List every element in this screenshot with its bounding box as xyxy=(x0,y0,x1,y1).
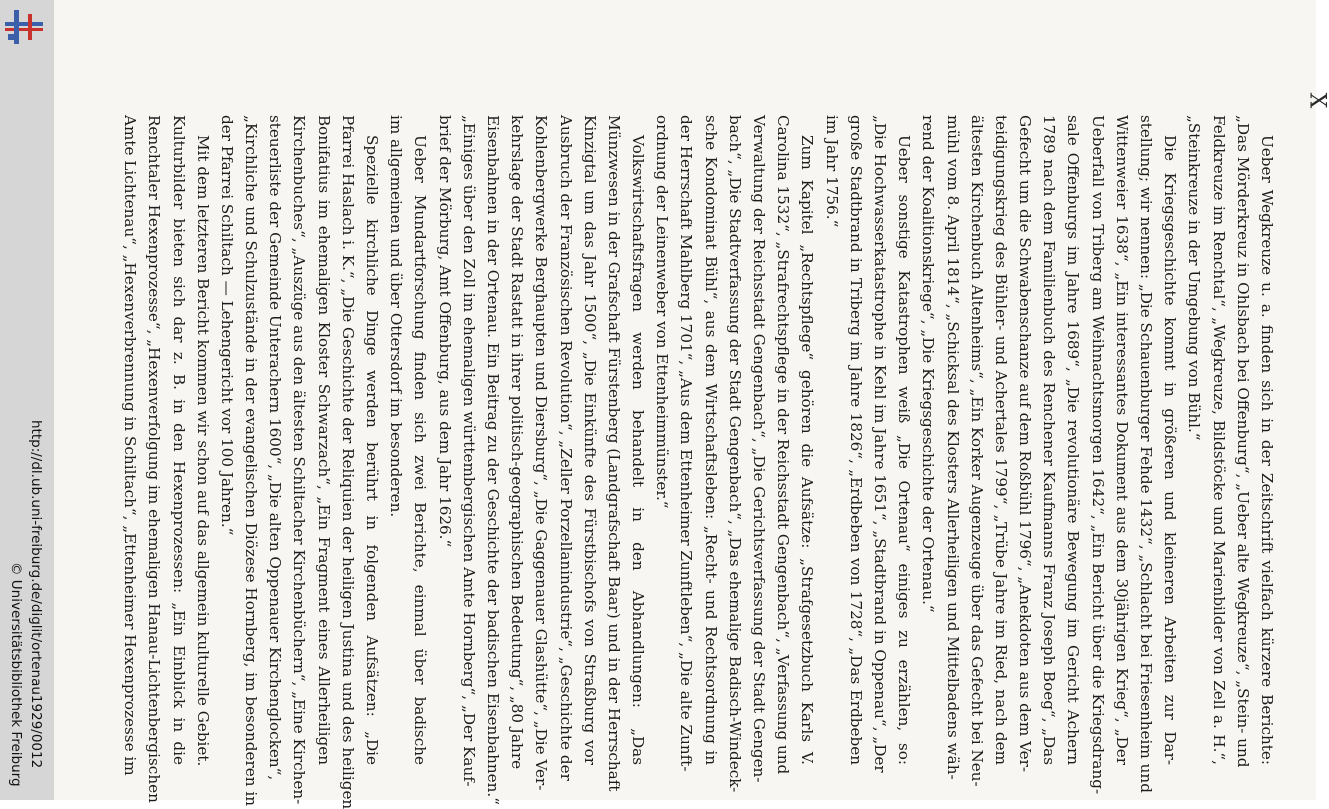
text-line: Ueber Mundartforschung finden sich zwei Berichte, einmal über badische xyxy=(411,135,430,765)
text-line: Renchtaler Hexenprozesse“, „Hexenverfolgung im ehemaligen Hanau-Lichtenbergischen xyxy=(145,115,164,803)
text-line: Mit dem letzteren Bericht kommen wir schon auf das allgemein kulturelle Gebiet. xyxy=(193,135,212,767)
text-line: stellung; wir nennen: „Die Schauenburger Fehde 1432“, „Schlacht bei Friesenheim und xyxy=(1137,115,1156,793)
text-line: Carolina 1532“, „Strafrechtspflege in der Reichsstadt Gengenbach“, „Verfassung und xyxy=(774,115,793,775)
text-line: sale Offenburgs im Jahre 1689“, „Die revolutionäre Bewegung im Gericht Achern xyxy=(1064,115,1083,765)
text-line: 1789 nach dem Familienbuch des Renchener Kaufmanns Franz Joseph Boeg“, „Das xyxy=(1040,115,1059,765)
text-line: der Herrschaft Mahlberg 1701“, „Aus dem Ettenheimer Zunftleben“, „Die alte Zunft- xyxy=(677,115,696,772)
scanned-page xyxy=(54,0,1329,809)
source-url[interactable]: http://dl.ub.uni-freiburg.de/diglit/ortenau1929/0012 xyxy=(28,420,44,769)
text-line: „Die Hochwasserkatastrophe in Kehl im Jahre 1651“, „Stadtbrand in Oppenau“, „Der xyxy=(871,115,889,773)
text-line: „Kirchliche und Schulzustände in der evangelischen Diözese Hornberg, im besonderen in xyxy=(242,115,261,806)
text-line: Ueberfall von Triberg am Weihnachtsmorgen 1642“, „Ein Bericht über die Kriegsdrang- xyxy=(1088,115,1107,795)
text-line: Ueber sonstige Katastrophen weiß „Die Ortenau“ einiges zu erzählen, so: xyxy=(895,135,914,765)
text-line: große Stadtbrand in Triberg im Jahre 1826“, „Erdbeben von 1728“, „Das Erdbeben xyxy=(846,115,865,765)
text-line: Volkswirtschaftsfragen werden behandelt in den Abhandlungen: „Das xyxy=(629,135,648,765)
text-line: Amte Lichtenau“, „Hexenverbrennung in Schiltach“, „Ettenheimer Hexenprozesse im xyxy=(121,115,140,776)
text-line: Ausbruch der Französischen Revolution“, „Zeller Porzellanindustrie“, „Geschichte der xyxy=(556,115,575,781)
viewer-sidebar xyxy=(0,0,54,800)
text-line: der Pfarrei Schiltach — Lehengericht vor 100 Jahren.“ xyxy=(217,115,236,536)
text-line: Gefecht um die Schwabenschanze auf dem Roßbühl 1796“, „Anekdoten aus dem Ver- xyxy=(1016,115,1035,773)
text-line: mühl vom 8. April 1814“, „Schicksal des Klosters Allerheiligen und Mittelbadens wäh- xyxy=(943,115,962,780)
text-line: Spezielle kirchliche Dinge werden berührt in folgenden Aufsätzen: „Die xyxy=(363,135,382,765)
text-line: Kinzigtal um das Jahr 1500“, „Die Einkünfte des Fürstbischofs von Straßburg vor xyxy=(580,115,599,765)
text-line: im Jahr 1756.“ xyxy=(822,115,841,228)
text-line: „Das Mörderkreuz in Ohlsbach bei Offenburg“, „Ueber alte Wegkreuze“, „Stein- und xyxy=(1233,115,1252,768)
text-line: Pfarrei Haslach i. K.“, „Die Geschichte der Reliquien der heiligen Justina und des heiligen xyxy=(338,115,357,809)
text-line: rend der Koalitionskriege“, „Die Kriegsgeschichte der Ortenau.“ xyxy=(919,115,938,613)
text-line: kehrslage der Stadt Rastatt in ihrer politisch-geographischen Bedeutung“, „80 Jahre xyxy=(508,115,527,770)
text-line: im allgemeinen und über Ottersdorf im besonderen. xyxy=(387,115,406,518)
university-library-logo-icon xyxy=(2,4,46,48)
text-line: Zum Kapitel „Rechtspflege“ gehören die Aufsätze: „Strafgesetzbuch Karls V. xyxy=(798,135,817,765)
text-line: brief der Mörburg, Amt Offenburg, aus dem Jahr 1626.“ xyxy=(435,115,454,548)
text-line: Wittenweier 1638“, „Ein interessantes Dokument aus dem 30jährigen Krieg“, „Der xyxy=(1112,115,1131,765)
text-line: Verwaltung der Reichsstadt Gengenbach“, „Die Gerichtsverfassung der Stadt Gengen- xyxy=(750,115,769,783)
copyright-notice: © Universitätsbibliothek Freiburg xyxy=(8,562,24,787)
text-line: Ueber Wegkreuze u. a. finden sich in der Zeitschrift vielfach kürzere Berichte: xyxy=(1258,135,1276,765)
text-line: Bonifatius im ehemaligen Kloster Schwarzach“, „Ein Fragment eines Allerheiligen xyxy=(314,115,333,765)
text-line: Kohlenbergwerke Berghaupten und Diersburg“, „Die Gaggenauer Glashütte“, „Die Ver- xyxy=(532,115,551,791)
text-line: Kulturbilder bieten sich dar z. B. in den Hexenprozessen: „Ein Einblick in die xyxy=(169,115,188,765)
text-line: steuerliste der Gemeinde Unterachern 1600“, „Die alten Oppenauer Kirchenglocken“, xyxy=(266,115,285,781)
text-line: „Einiges über den Zoll im ehemaligen württembergischen Amte Hornberg“, „Der Kauf- xyxy=(459,115,478,787)
text-line: Münzwesen in der Grafschaft Fürstenberg (Landgrafschaft Baar) und in der Herrschaft xyxy=(604,115,623,792)
text-line: „Steinkreuze in der Umgebung von Bühl.“ xyxy=(1185,115,1204,441)
text-line: Eisenbahnen in der Ortenau. Ein Beitrag zu der Geschichte der badischen Eisenbahnen.“ xyxy=(484,115,502,806)
text-line: bach“, „Die Stadtverfassung der Stadt Gengenbach“, „Das ehemalige Badisch-Windeck- xyxy=(725,115,744,793)
text-line: sche Kondominat Bühl“, aus dem Wirtschaftsleben: „Recht- und Rechtsordnung in xyxy=(701,115,720,765)
text-line: ältesten Kirchenbuch Altenheims“, „Ein Korker Augenzeuge über das Gefecht bei Neu- xyxy=(967,115,986,787)
text-line: Die Kriegsgeschichte kommt in größeren und kleineren Arbeiten zur Dar- xyxy=(1161,135,1180,765)
text-line: teidigungskrieg des Bühler- und Achertales 1799“, „Trübe Jahre im Ried, nach dem xyxy=(991,115,1010,765)
text-line: Kirchenbuches“, „Auszüge aus den ältesten Schiltacher Kirchenbüchern“, „Eine Kirchen- xyxy=(290,115,309,805)
page-text-block xyxy=(121,115,1279,809)
text-line: Feldkreuze im Renchtal“, „Wegkreuze, Bildstöcke und Marienbilder von Zell a. H.“, xyxy=(1209,115,1228,765)
page-number: X xyxy=(1304,92,1329,109)
text-line: ordnung der Leinenweber von Ettenheimmünster.“ xyxy=(653,115,672,509)
